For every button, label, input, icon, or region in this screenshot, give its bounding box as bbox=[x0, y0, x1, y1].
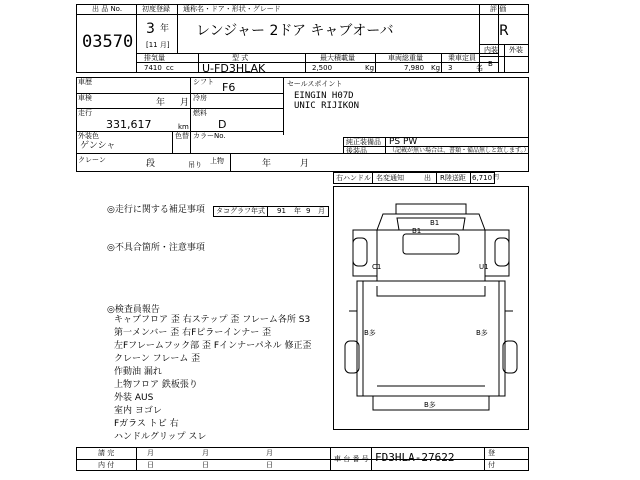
inspection-month: 月 bbox=[180, 98, 190, 108]
sales-point-line2: UNIC RIJIKON bbox=[294, 101, 360, 111]
transport-distance: 6,710 bbox=[472, 174, 493, 182]
after-equipment-label: 後装品 bbox=[346, 147, 367, 155]
first-reg-year: 3 bbox=[146, 21, 155, 37]
tacho-month: 9 bbox=[306, 207, 311, 215]
max-load-unit: Kg bbox=[365, 64, 375, 72]
lot-number: 03570 bbox=[82, 32, 134, 52]
report-line: キャブフロア 歪 右ステップ 歪 フレーム各所 S3 bbox=[114, 315, 311, 325]
color-no-label: カラーNo. bbox=[193, 132, 226, 140]
interior-value: B bbox=[488, 60, 493, 68]
capacity-value: 3 bbox=[448, 64, 453, 72]
footer-col-day: 日 bbox=[202, 461, 209, 469]
diagram-mark-b1-top: B1 bbox=[430, 219, 440, 227]
equipment-value: PS PW bbox=[389, 137, 418, 147]
lift-month: 月 bbox=[300, 159, 310, 169]
report-line: ハンドルグリップ スレ bbox=[114, 432, 207, 442]
diagram-mark-b-right: B多 bbox=[476, 329, 488, 337]
grade-value: R bbox=[499, 23, 509, 39]
fuel-value: D bbox=[218, 118, 227, 131]
max-load-label: 最大積載量 bbox=[320, 54, 355, 62]
first-reg-month: [11 月] bbox=[146, 41, 170, 49]
lift-label: 上物 bbox=[210, 157, 224, 165]
inspection-year: 年 bbox=[156, 98, 166, 108]
footer-col-month: 月 bbox=[147, 449, 154, 457]
shift-label: シフト bbox=[193, 78, 214, 86]
report-line: 左Fフレームフック部 歪 Fインナーパネル 修正歪 bbox=[114, 341, 312, 351]
first-reg-year-unit: 年 bbox=[160, 24, 170, 34]
aircon-label: 冷房 bbox=[193, 94, 207, 102]
mileage-value: 331,617 bbox=[106, 118, 152, 131]
diagram-mark-c1: C1 bbox=[372, 263, 382, 271]
fuel-label: 燃料 bbox=[193, 109, 207, 117]
footer-col-day: 日 bbox=[266, 461, 273, 469]
report-line: 外装 AUS bbox=[114, 393, 154, 403]
capacity-unit: 名 bbox=[476, 64, 483, 72]
handle-label: 右ハンドル bbox=[336, 174, 371, 182]
report-line: 上物フロア 鉄板張り bbox=[114, 380, 198, 390]
crane-label: クレーン bbox=[78, 156, 106, 164]
inner-label: 内 付 bbox=[98, 461, 115, 469]
max-load-value: 2,500 bbox=[312, 64, 333, 72]
running-notes-label: ◎走行に関する補足事項 bbox=[107, 205, 205, 215]
diagram-mark-b-left: B多 bbox=[364, 329, 376, 337]
footer-col-day: 日 bbox=[147, 461, 154, 469]
tacho-month-unit: 月 bbox=[318, 207, 325, 215]
displacement-value: 7410 bbox=[144, 64, 162, 72]
report-line: 作動油 漏れ bbox=[114, 367, 162, 377]
transport-label: R陸送距 bbox=[440, 174, 466, 182]
shift-value: F6 bbox=[222, 81, 236, 94]
report-line: 室内 ヨゴレ bbox=[114, 406, 162, 416]
first-reg-label: 初度登録 bbox=[142, 5, 170, 13]
footer-tail-label: 登 bbox=[488, 449, 495, 457]
vin-label: 車 台 番 号 bbox=[334, 455, 369, 463]
model-name: レンジャー 2ドア キャブオーバ bbox=[196, 23, 394, 39]
grade-label: 評 価 bbox=[490, 5, 507, 13]
crane-ton: 吊り bbox=[188, 161, 202, 169]
color-change-label: 色替 bbox=[175, 132, 189, 140]
exterior-label: 外装 bbox=[509, 46, 523, 54]
lot-label: 出 品 No. bbox=[92, 5, 123, 13]
vin-value: FD3HLA-27622 bbox=[375, 451, 455, 464]
inspector-report-label: ◎検査員報告 bbox=[107, 305, 160, 315]
model-code-label: 型 式 bbox=[232, 54, 249, 62]
crane-tier: 段 bbox=[146, 159, 156, 169]
rear-label: 出 bbox=[424, 174, 431, 182]
model-label: 通称名・ドア・形状・グレード bbox=[183, 5, 281, 13]
diagram-mark-b1-cab: B1 bbox=[412, 227, 422, 235]
tacho-year-unit: 年 bbox=[294, 207, 301, 215]
gross-weight-value: 7,980 bbox=[404, 64, 425, 72]
report-line: クレーン フレーム 歪 bbox=[114, 354, 201, 364]
displacement-label: 排気量 bbox=[144, 54, 165, 62]
model-code-value: U-FD3HLAK bbox=[202, 62, 266, 75]
tacho-label: タコグラフ年式 bbox=[216, 207, 265, 215]
ext-color-value: ゲンシャ bbox=[80, 141, 116, 151]
report-line: Fガラス トビ 右 bbox=[114, 419, 179, 429]
after-equipment-note: （記載が無い場合は、書類・備品無しと致します。） bbox=[389, 147, 530, 154]
mileage-label: 走行 bbox=[78, 109, 92, 117]
shape-label: 車歴 bbox=[78, 78, 92, 86]
footer-col-month: 月 bbox=[266, 449, 273, 457]
report-line: 第一メンバー 歪 右Fピラーインナー 歪 bbox=[114, 328, 272, 338]
equipment-label: 純正装備品 bbox=[346, 138, 381, 146]
gross-weight-label: 車両総重量 bbox=[388, 54, 423, 62]
capacity-label: 乗車定員 bbox=[448, 54, 476, 62]
lift-year: 年 bbox=[262, 159, 272, 169]
tacho-year: 91 bbox=[277, 207, 286, 215]
mileage-unit: km bbox=[178, 123, 189, 131]
sales-point-label: セールスポイント bbox=[287, 80, 343, 88]
footer-col-month: 月 bbox=[202, 449, 209, 457]
sales-point-line1: EINGIN H07D bbox=[294, 91, 354, 101]
interior-label: 内装 bbox=[484, 46, 498, 54]
owner-notice-label: 名変通知 bbox=[376, 174, 404, 182]
diagram-mark-b-rear: B多 bbox=[424, 401, 436, 409]
footer-tail-label2: 付 bbox=[488, 461, 495, 469]
gross-weight-unit: Kg bbox=[431, 64, 441, 72]
defects-label: ◎不具合箇所・注意事項 bbox=[107, 243, 205, 253]
inspection-label: 車検 bbox=[78, 94, 92, 102]
claim-label: 請 完 bbox=[98, 449, 115, 457]
diagram-mark-u1: U1 bbox=[479, 263, 489, 271]
transport-unit: 円 bbox=[493, 174, 500, 181]
ext-color-label: 外装色 bbox=[78, 132, 99, 140]
displacement-unit: cc bbox=[166, 64, 174, 72]
